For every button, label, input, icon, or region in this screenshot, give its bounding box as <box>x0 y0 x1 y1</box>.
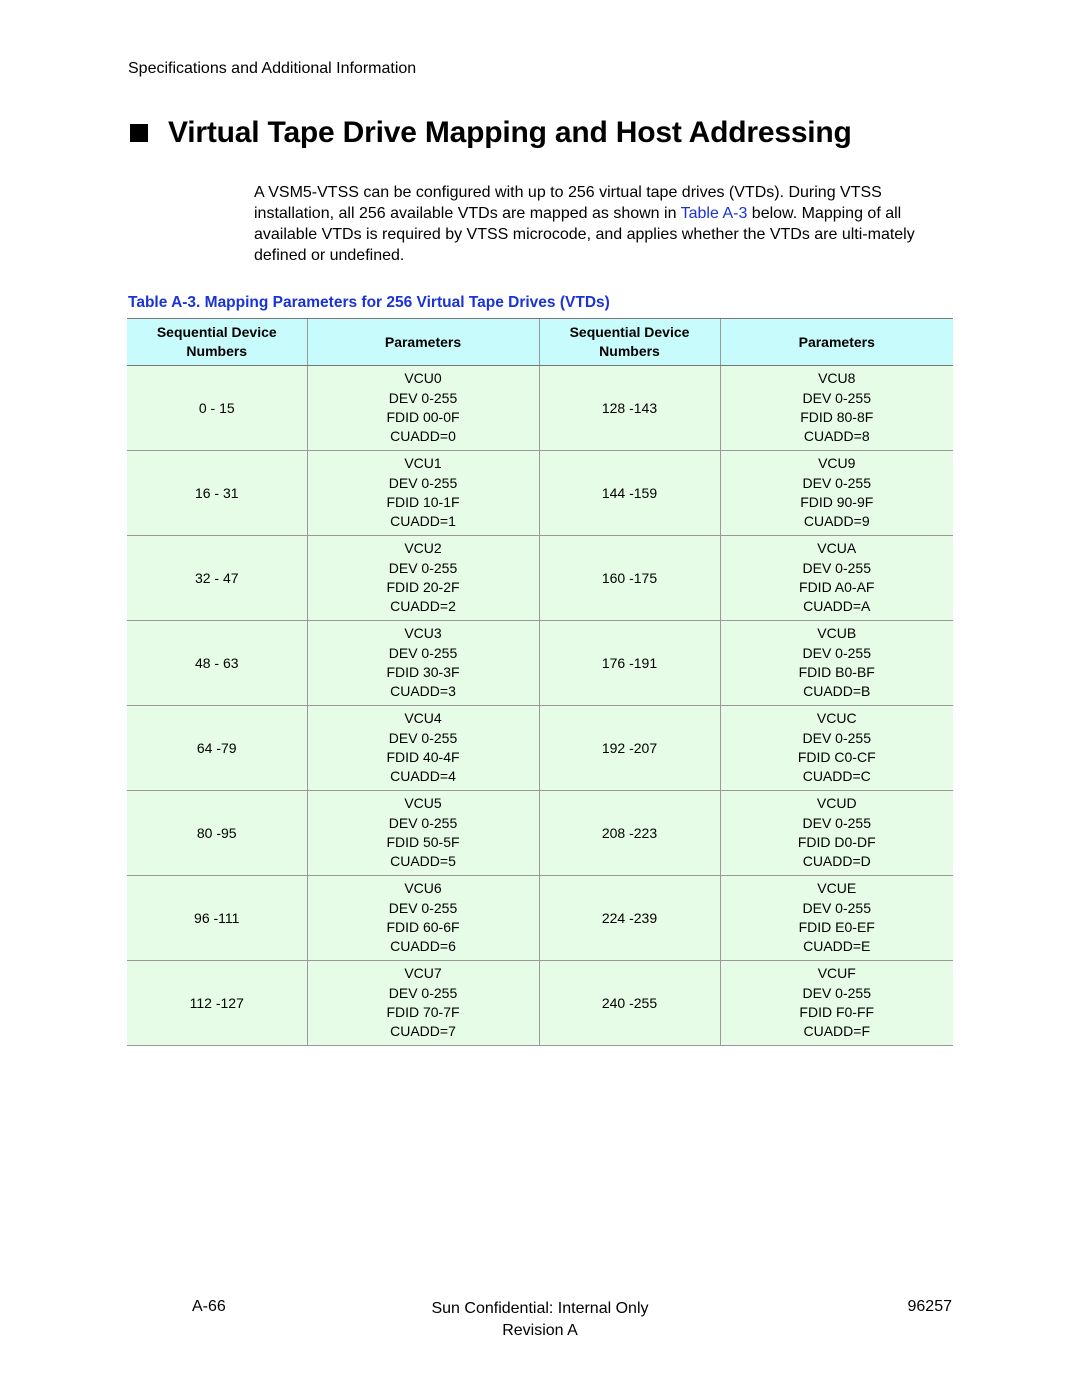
parameter-cell <box>720 366 953 451</box>
parameter-cell <box>307 791 539 876</box>
parameter-line: CUADD=7 <box>390 1023 456 1040</box>
parameter-line: DEV 0-255 <box>802 814 871 831</box>
parameter-line: CUADD=B <box>803 683 871 700</box>
intro-text-2: below. Mapping of all available VTDs is required by VTSS microcode, and applies whether the VTDs are ulti-mately defined or undefined. <box>254 205 915 264</box>
revision-label: Revision A <box>502 1322 578 1339</box>
parameter-cell <box>720 621 953 706</box>
table-row <box>127 706 953 791</box>
device-number-range: 48 - 63 <box>127 621 307 706</box>
parameter-cell <box>720 876 953 961</box>
parameter-cell <box>720 536 953 621</box>
parameter-cell <box>720 791 953 876</box>
column-header: Sequential Device Numbers <box>127 319 307 366</box>
table-row <box>127 621 953 706</box>
parameter-line: CUADD=D <box>802 853 871 870</box>
parameter-line: CUADD=A <box>803 598 871 615</box>
parameter-cell <box>307 621 539 706</box>
parameter-line: DEV 0-255 <box>388 644 458 661</box>
device-number-range: 240 -255 <box>539 961 720 1046</box>
parameter-cell <box>307 366 539 451</box>
parameter-line: FDID B0-BF <box>798 664 875 680</box>
parameter-line: VCU5 <box>404 795 442 812</box>
mapping-table <box>127 318 953 1046</box>
parameter-line: DEV 0-255 <box>802 899 871 916</box>
parameter-cell <box>307 961 539 1046</box>
parameter-line: DEV 0-255 <box>388 474 458 491</box>
parameter-line: FDID 10-1F <box>386 494 460 510</box>
parameter-cell <box>307 876 539 961</box>
parameter-line: DEV 0-255 <box>388 559 458 576</box>
parameter-line: CUADD=4 <box>390 768 456 785</box>
column-header: Sequential Device Numbers <box>539 319 720 366</box>
parameter-line: FDID A0-AF <box>799 579 875 595</box>
parameter-line: CUADD=F <box>803 1023 870 1040</box>
device-number-range: 176 -191 <box>539 621 720 706</box>
table-header-row <box>127 319 953 366</box>
parameter-line: DEV 0-255 <box>388 899 458 916</box>
table-row <box>127 876 953 961</box>
parameter-cell <box>307 706 539 791</box>
parameter-line: CUADD=2 <box>390 598 456 615</box>
parameter-line: FDID E0-EF <box>798 919 875 935</box>
parameter-line: CUADD=3 <box>390 683 456 700</box>
parameter-line: FDID C0-CF <box>797 749 876 765</box>
parameter-line: DEV 0-255 <box>388 729 458 746</box>
page-number: A-66 <box>192 1298 226 1315</box>
parameter-line: VCU7 <box>404 965 442 982</box>
device-number-range: 64 -79 <box>127 706 307 791</box>
parameter-line: FDID 50-5F <box>386 834 460 850</box>
table-row <box>127 366 953 451</box>
column-header: Parameters <box>307 319 539 366</box>
parameter-line: FDID 60-6F <box>386 919 460 935</box>
parameter-line: VCU2 <box>404 540 442 557</box>
parameter-line: VCUC <box>816 710 857 727</box>
parameter-line: DEV 0-255 <box>388 984 458 1001</box>
parameter-line: CUADD=E <box>803 938 871 955</box>
parameter-cell <box>720 451 953 536</box>
device-number-range: 192 -207 <box>539 706 720 791</box>
square-bullet-icon <box>130 124 148 142</box>
device-number-range: 96 -111 <box>127 876 307 961</box>
parameter-line: DEV 0-255 <box>802 644 871 661</box>
parameter-line: CUADD=9 <box>803 513 870 530</box>
confidential-notice: Sun Confidential: Internal Only <box>431 1300 649 1317</box>
parameter-line: FDID D0-DF <box>797 834 876 850</box>
parameter-line: CUADD=6 <box>390 938 456 955</box>
column-header: Parameters <box>720 319 953 366</box>
parameter-line: FDID 00-0F <box>386 409 460 425</box>
parameter-cell <box>307 536 539 621</box>
parameter-line: VCU1 <box>404 455 442 472</box>
table-reference-link[interactable]: Table A-3 <box>680 205 748 222</box>
parameter-line: DEV 0-255 <box>802 559 871 576</box>
parameter-line: VCUA <box>817 540 857 557</box>
parameter-line: VCU3 <box>404 625 442 642</box>
parameter-line: FDID 20-2F <box>386 579 460 595</box>
table-row <box>127 961 953 1046</box>
parameter-line: VCU9 <box>818 455 856 472</box>
parameter-line: FDID 90-9F <box>800 494 874 510</box>
device-number-range: 160 -175 <box>539 536 720 621</box>
parameter-cell <box>720 706 953 791</box>
parameter-line: VCUF <box>817 965 856 982</box>
device-number-range: 144 -159 <box>539 451 720 536</box>
device-number-range: 32 - 47 <box>127 536 307 621</box>
parameter-cell <box>307 451 539 536</box>
device-number-range: 0 - 15 <box>127 366 307 451</box>
table-row <box>127 451 953 536</box>
table-row <box>127 791 953 876</box>
parameter-line: DEV 0-255 <box>802 389 871 406</box>
parameter-line: VCU4 <box>404 710 442 727</box>
parameter-line: DEV 0-255 <box>388 389 458 406</box>
parameter-line: DEV 0-255 <box>388 814 458 831</box>
device-number-range: 112 -127 <box>127 961 307 1046</box>
section-title-text: Virtual Tape Drive Mapping and Host Addressing <box>168 116 852 149</box>
parameter-line: CUADD=8 <box>803 428 870 445</box>
parameter-line: DEV 0-255 <box>802 729 871 746</box>
parameter-line: VCUD <box>816 795 857 812</box>
device-number-range: 224 -239 <box>539 876 720 961</box>
parameter-line: VCU8 <box>818 370 856 387</box>
parameter-line: FDID 30-3F <box>386 664 460 680</box>
parameter-line: DEV 0-255 <box>802 984 871 1001</box>
parameter-line: FDID 80-8F <box>800 409 874 425</box>
parameter-line: CUADD=C <box>802 768 871 785</box>
table-body <box>127 366 953 1046</box>
parameter-line: CUADD=0 <box>390 428 456 445</box>
intro-paragraph <box>254 182 954 266</box>
section-title <box>128 116 852 150</box>
parameter-line: VCU0 <box>404 370 442 387</box>
parameter-line: VCUB <box>817 625 857 642</box>
document-number: 96257 <box>907 1298 952 1315</box>
device-number-range: 16 - 31 <box>127 451 307 536</box>
parameter-line: FDID 40-4F <box>386 749 460 765</box>
device-number-range: 128 -143 <box>539 366 720 451</box>
device-number-range: 208 -223 <box>539 791 720 876</box>
parameter-line: VCU6 <box>404 880 442 897</box>
running-head: Specifications and Additional Information <box>128 60 417 77</box>
table-row <box>127 536 953 621</box>
table-caption: Table A-3. Mapping Parameters for 256 Virtual Tape Drives (VTDs) <box>128 294 610 311</box>
parameter-line: FDID 70-7F <box>386 1004 460 1020</box>
parameter-line: DEV 0-255 <box>802 474 871 491</box>
intro-text-1: A VSM5-VTSS can be configured with up to 256 virtual tape drives (VTDs). During VTSS installation, all 256 available VTDs are mapped as shown in <box>254 184 882 222</box>
device-number-range: 80 -95 <box>127 791 307 876</box>
parameter-cell <box>720 961 953 1046</box>
parameter-line: CUADD=1 <box>390 513 456 530</box>
parameter-line: CUADD=5 <box>390 853 456 870</box>
parameter-line: VCUE <box>817 880 857 897</box>
parameter-line: FDID F0-FF <box>799 1004 875 1020</box>
